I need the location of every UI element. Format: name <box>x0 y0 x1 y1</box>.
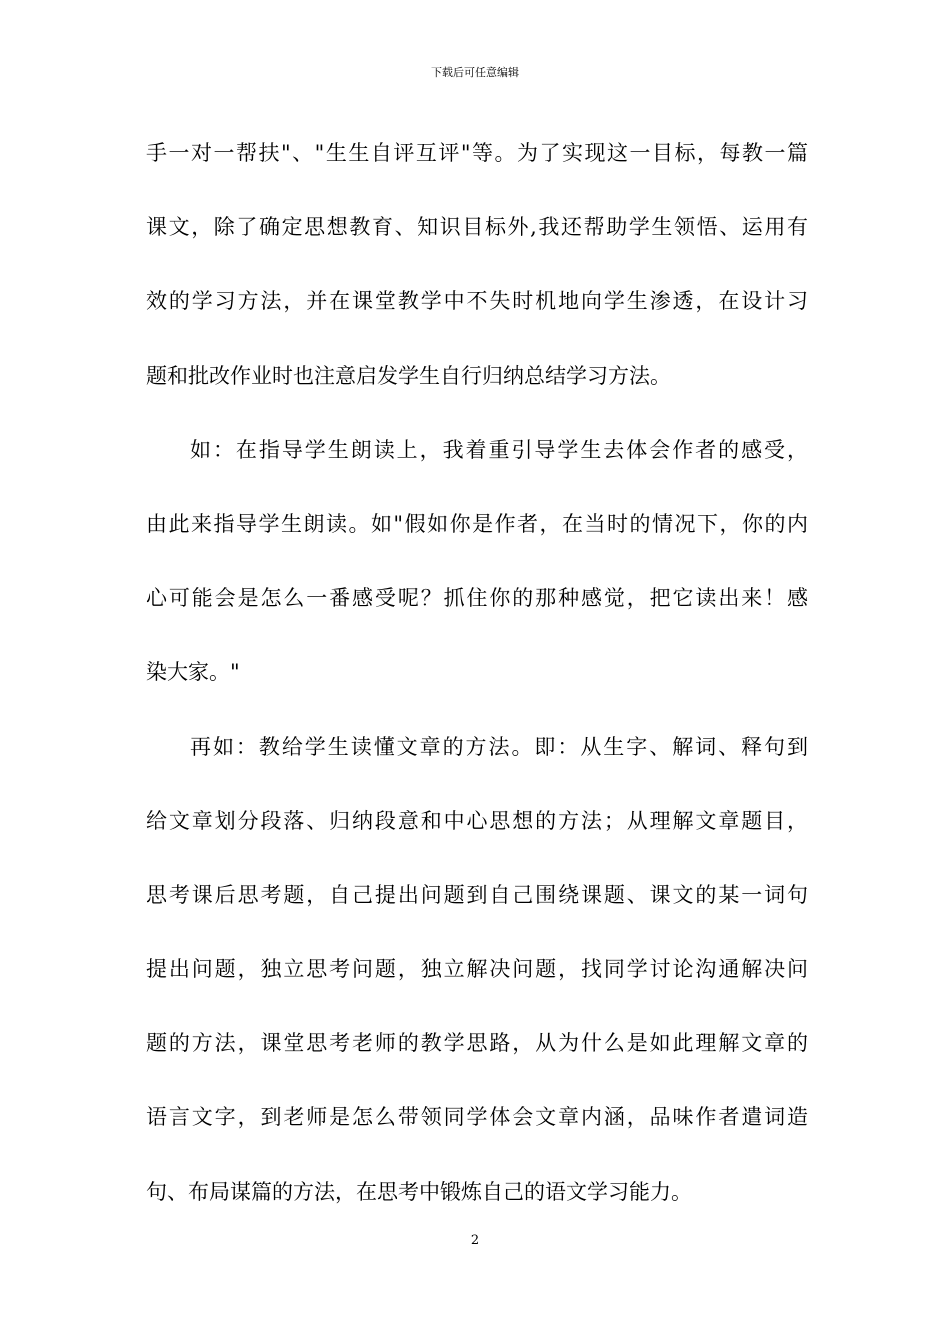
text-line: 由此来指导学生朗读。如"假如你是作者，在当时的情况下，你的内 <box>146 511 808 536</box>
text-line: 题和批改作业时也注意启发学生自行归纳总结学习方法。 <box>146 363 671 388</box>
page-header: 下载后可任意编辑 <box>431 66 519 79</box>
text-line: 句、布局谋篇的方法，在思考中锻炼自己的语文学习能力。 <box>146 1179 692 1204</box>
text-line: 手一对一帮扶"、"生生自评互评"等。为了实现这一目标，每教一篇 <box>146 141 808 165</box>
text-line-paragraph-start: 再如：教给学生读懂文章的方法。即：从生字、解词、释句到 <box>190 734 808 759</box>
text-line: 染大家。" <box>146 660 240 685</box>
text-line: 心可能会是怎么一番感受呢？抓住你的那种感觉，把它读出来！感 <box>146 586 808 611</box>
text-line: 课文，除了确定思想教育、知识目标外,我还帮助学生领悟、运用有 <box>146 215 808 240</box>
text-line: 效的学习方法，并在课堂教学中不失时机地向学生渗透，在设计习 <box>146 289 808 314</box>
page-number: 2 <box>470 1233 480 1248</box>
document-body <box>146 116 808 1229</box>
text-line: 题的方法，课堂思考老师的教学思路，从为什么是如此理解文章的 <box>146 1031 808 1056</box>
text-line: 思考课后思考题，自己提出问题到自己围绕课题、课文的某一词句 <box>146 882 808 907</box>
text-line-paragraph-start: 如：在指导学生朗读上，我着重引导学生去体会作者的感受， <box>190 437 808 462</box>
text-line: 语言文字，到老师是怎么带领同学体会文章内涵，品味作者遣词造 <box>146 1105 808 1130</box>
text-line: 给文章划分段落、归纳段意和中心思想的方法；从理解文章题目， <box>146 808 808 833</box>
text-line: 提出问题，独立思考问题，独立解决问题，找同学讨论沟通解决问 <box>146 957 808 982</box>
